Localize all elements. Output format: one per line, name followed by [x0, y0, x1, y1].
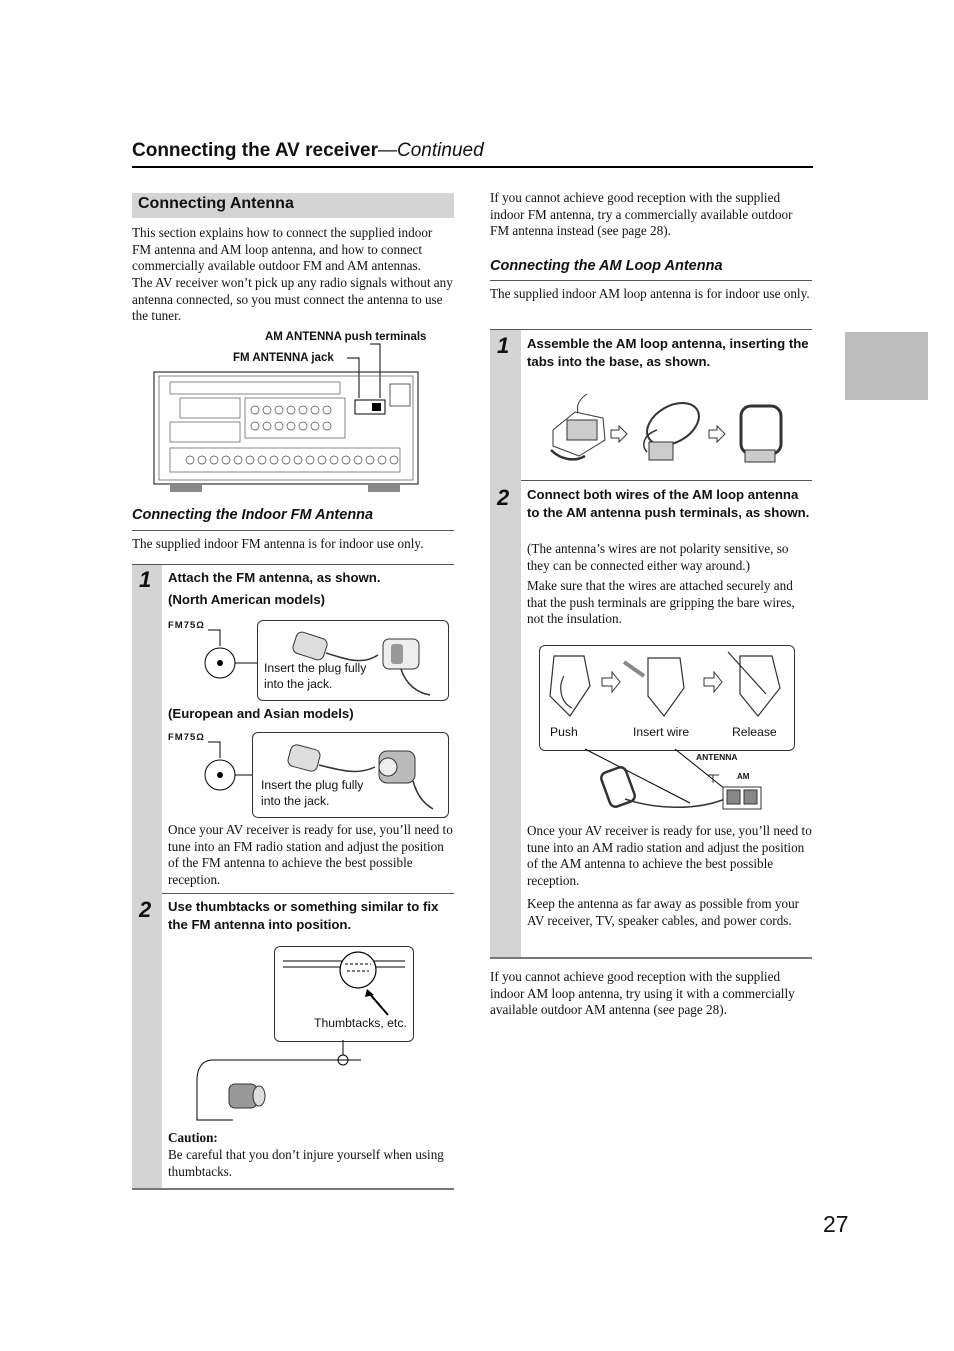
am-step-1-number: 1	[497, 333, 510, 358]
am-step-1-text: Assemble the AM loop antenna, inserting the tabs into the base, as shown.	[527, 336, 809, 369]
fm-step-1-number: 1	[139, 567, 152, 592]
plug-note-na-2: into the jack.	[264, 677, 333, 691]
european-asian-label: (European and Asian models)	[168, 706, 354, 721]
am-title-rule	[490, 280, 812, 281]
header-rule	[132, 166, 813, 168]
fm-step-1-text: Attach the FM antenna, as shown.	[168, 570, 381, 585]
am-step-2-note-1: (The antenna’s wires are not polarity sensitive, so they can be connected either way around.)	[527, 541, 789, 573]
antenna-label: ANTENNA	[696, 752, 738, 762]
fm-antenna-label: FM ANTENNA jack	[233, 352, 334, 364]
am-step-2-note-2: Make sure that the wires are attached securely and that the push terminals are gripping the bare wires, not the insulation.	[527, 578, 795, 627]
indoor-fm-title: Connecting the Indoor FM Antenna	[132, 507, 374, 523]
outdoor-fm-paragraph: If you cannot achieve good reception with the supplied indoor FM antenna, try a commercially available outdoor FM antenna instead (see page 28).	[490, 190, 793, 239]
am-loop-description: The supplied indoor AM loop antenna is for indoor use only.	[490, 286, 810, 301]
push-label: Push	[550, 725, 578, 739]
fm-antenna-wire-illustration	[193, 1040, 363, 1130]
indoor-fm-rule	[132, 530, 454, 531]
am-terminal-label: AM	[737, 772, 750, 781]
fm-plug-eu-box	[252, 732, 449, 818]
intro-paragraph-1: This section explains how to connect the supplied indoor FM antenna and AM loop antenna, and how to connect commercially available outdoor FM and AM antennas.	[132, 225, 433, 274]
header-continued: —Continued	[378, 140, 484, 161]
caution-title: Caution:	[168, 1130, 218, 1145]
am-step-divider	[521, 480, 812, 481]
fm-step-1-after: Once your AV receiver is ready for use, you’ll need to tune into an FM radio station and adjust the position of the FM antenna to achieve the best possible reception.	[168, 822, 453, 887]
page-header	[132, 140, 484, 162]
caution-text: Be careful that you don’t injure yourself when using thumbtacks.	[168, 1147, 444, 1179]
intro-paragraph-2: The AV receiver won’t pick up any radio signals without any antenna connected, so you must connect the antenna to use the tuner.	[132, 275, 453, 324]
am-antenna-label: AM ANTENNA push terminals	[265, 331, 427, 343]
fm-jack-na-illustration	[200, 618, 260, 688]
fm-steps-bottom-rule	[132, 1188, 454, 1190]
fm-step-divider	[162, 893, 454, 894]
am-step-2-number: 2	[497, 485, 510, 510]
am-steps-top-rule	[490, 329, 812, 330]
fm-step-2-number: 2	[139, 897, 152, 922]
am-step-2-text: Connect both wires of the AM loop antenna to the AM antenna push terminals, as shown.	[527, 487, 810, 520]
fm-jack-eu-illustration	[200, 730, 260, 800]
am-step-2-after-2: Keep the antenna as far away as possible from your AV receiver, TV, speaker cables, and power cords.	[527, 896, 800, 928]
plug-note-eu-1: Insert the plug fully	[261, 778, 364, 792]
thumbtack-box	[274, 946, 414, 1042]
release-label: Release	[732, 725, 777, 739]
header-title: Connecting the AV receiver	[132, 140, 379, 161]
plug-note-na-1: Insert the plug fully	[264, 661, 367, 675]
outdoor-am-paragraph: If you cannot achieve good reception with the supplied indoor AM loop antenna, try using it with a commercially available outdoor AM antenna (see page 28).	[490, 969, 795, 1018]
am-steps-gutter	[490, 330, 521, 957]
side-tab	[845, 332, 928, 400]
am-antenna-connection-illustration	[565, 749, 780, 819]
am-loop-title: Connecting the AM Loop Antenna	[490, 258, 723, 274]
thumbtack-label: Thumbtacks, etc.	[314, 1016, 407, 1030]
fm-plug-na-box	[257, 620, 449, 701]
am-loop-assembly-illustration	[545, 390, 790, 470]
indoor-fm-description: The supplied indoor FM antenna is for indoor use only.	[132, 536, 424, 551]
am-steps-bottom-rule	[490, 957, 812, 959]
fm-steps-top-rule	[132, 564, 454, 565]
page-number: 27	[823, 1211, 849, 1237]
fm-steps-gutter	[132, 565, 162, 1188]
fm-step-2-text: Use thumbtacks or something similar to fix the FM antenna into position.	[168, 899, 439, 932]
receiver-rear-panel-illustration	[150, 340, 430, 495]
am-step-2-after-1: Once your AV receiver is ready for use, you’ll need to tune into an AM radio station and adjust the position of the AM antenna to achieve the best possible reception.	[527, 823, 812, 888]
plug-note-eu-2: into the jack.	[261, 794, 330, 808]
section-title: Connecting Antenna	[138, 195, 294, 212]
push-terminal-box	[539, 645, 795, 751]
insert-wire-label: Insert wire	[633, 725, 690, 739]
push-terminal-sequence-icon	[540, 646, 794, 726]
north-american-label: (North American models)	[168, 592, 326, 607]
fm75-label-na: FM75Ω	[168, 620, 205, 631]
fm75-label-eu: FM75Ω	[168, 732, 205, 743]
